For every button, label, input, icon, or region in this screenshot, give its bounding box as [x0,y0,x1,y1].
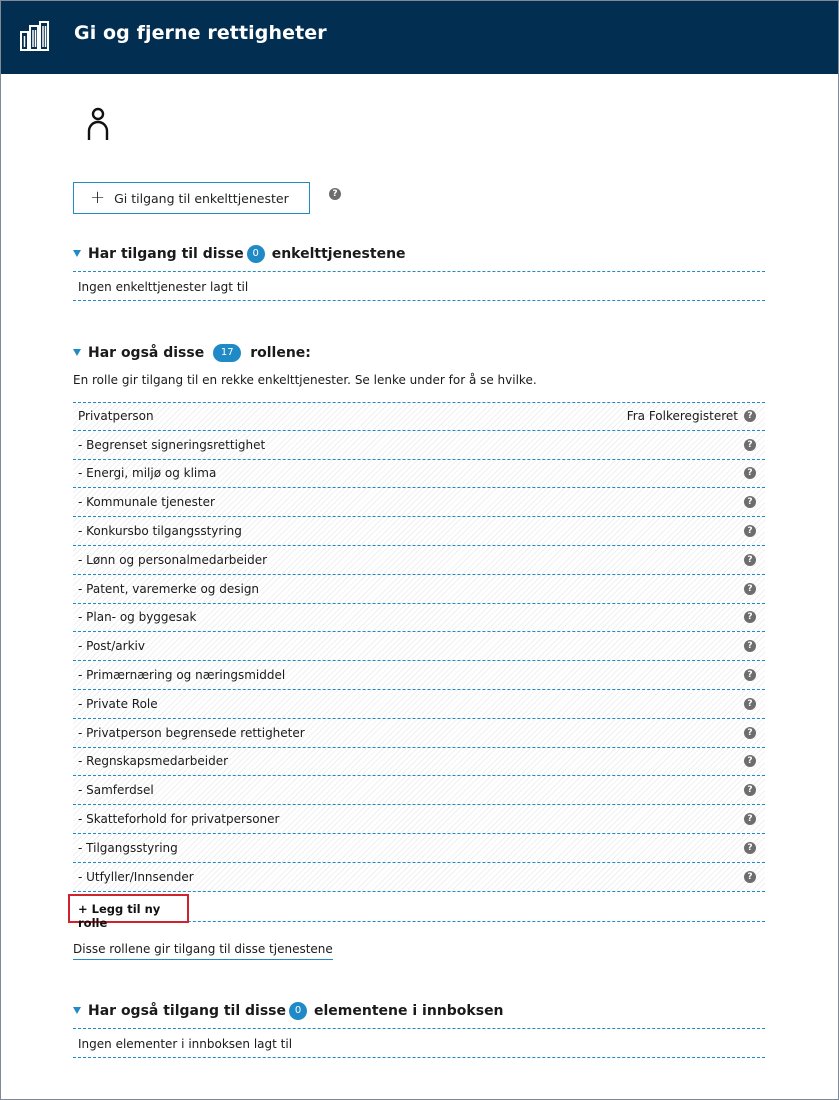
role-row [73,748,765,777]
services-count-badge: 0 [247,245,265,263]
help-icon[interactable]: ? [744,410,756,422]
help-icon[interactable]: ? [744,727,756,739]
roles-count-badge: 17 [213,344,241,362]
role-label: - Tilgangsstyring [78,840,178,855]
role-row [73,460,765,489]
help-icon[interactable]: ? [744,842,756,854]
person-icon [86,107,110,141]
help-icon[interactable]: ? [744,698,756,710]
divider [73,271,765,272]
role-source-label: Fra Folkeregisteret [626,409,738,424]
role-row [73,488,765,517]
help-icon[interactable]: ? [744,784,756,796]
role-label: - Begrenset signeringsrettighet [78,437,266,452]
role-label: - Samferdsel [78,783,154,798]
role-group-label: Privatperson [78,409,154,424]
role-label: - Kommunale tjenester [78,495,215,510]
role-label: - Energi, miljø og klima [78,466,217,481]
role-row [73,575,765,604]
role-label: - Konkursbo tilgangsstyring [78,524,242,539]
role-label: - Private Role [78,696,158,711]
inbox-title-after: elementene i innboksen [314,1003,504,1019]
role-row [73,431,765,460]
role-label: - Primærnæring og næringsmiddel [78,668,286,683]
inbox-section-title[interactable] [73,1002,504,1020]
role-label: - Post/arkiv [78,639,145,654]
role-label: - Regnskapsmedarbeider [78,754,229,769]
role-row [73,661,765,690]
page-header [1,1,838,74]
role-row [73,546,765,575]
add-service-button[interactable] [73,182,310,214]
role-label: - Lønn og personalmedarbeider [78,552,268,567]
role-row [73,517,765,546]
help-icon[interactable]: ? [744,813,756,825]
role-row [73,776,765,805]
help-icon[interactable]: ? [744,611,756,623]
add-role-row [73,893,765,930]
roles-title-after: rollene: [250,345,311,361]
help-icon[interactable]: ? [744,871,756,883]
help-icon[interactable]: ? [744,554,756,566]
roles-description: En rolle gir tilgang til en rekke enkelttjenester. Se lenke under for å se hvilke. [73,373,537,387]
help-icon[interactable]: ? [744,640,756,652]
page-title: Gi og fjerne rettigheter [74,22,327,44]
help-icon[interactable]: ? [329,188,341,200]
role-row [73,863,765,892]
collapse-triangle-icon[interactable] [73,349,81,356]
collapse-triangle-icon[interactable] [73,250,81,257]
services-title-after: enkelttjenestene [271,246,406,262]
inbox-title-before: Har også tilgang til disse [88,1003,287,1019]
services-empty-text: Ingen enkelttjenester lagt til [78,280,249,294]
role-services-link[interactable]: Disse rollene gir tilgang til disse tjenestene [73,942,333,960]
roles-section-title[interactable] [73,344,311,362]
add-service-label: Gi tilgang til enkelttjenester [114,190,289,206]
help-icon[interactable]: ? [744,669,756,681]
role-row [73,632,765,661]
roles-title-before: Har også disse [88,345,205,361]
role-label: - Privatperson begrensede rettigheter [78,725,305,740]
add-role-button[interactable]: + Legg til ny rolle [68,894,189,923]
collapse-triangle-icon[interactable] [73,1007,81,1014]
roles-list [73,402,765,892]
help-icon[interactable]: ? [744,583,756,595]
role-label: - Skatteforhold for privatpersoner [78,812,280,827]
divider [73,1028,765,1029]
services-title-before: Har tilgang til disse [88,246,244,262]
role-row [73,690,765,719]
help-icon[interactable]: ? [744,496,756,508]
plus-icon: + [90,187,106,208]
role-label: - Utfyller/Innsender [78,869,194,884]
role-row [73,719,765,748]
divider [73,1057,765,1058]
building-icon [19,20,51,52]
inbox-count-badge: 0 [289,1002,307,1020]
divider [73,300,765,301]
role-label: - Plan- og byggesak [78,610,197,625]
help-icon[interactable]: ? [744,439,756,451]
help-icon[interactable]: ? [744,755,756,767]
role-header-row [73,402,765,431]
services-section-title[interactable] [73,245,406,263]
role-row [73,604,765,633]
role-label: - Patent, varemerke og design [78,581,260,596]
inbox-empty-text: Ingen elementer i innboksen lagt til [78,1037,293,1051]
role-row [73,834,765,863]
role-row [73,805,765,834]
help-icon[interactable]: ? [744,525,756,537]
help-icon[interactable]: ? [744,467,756,479]
